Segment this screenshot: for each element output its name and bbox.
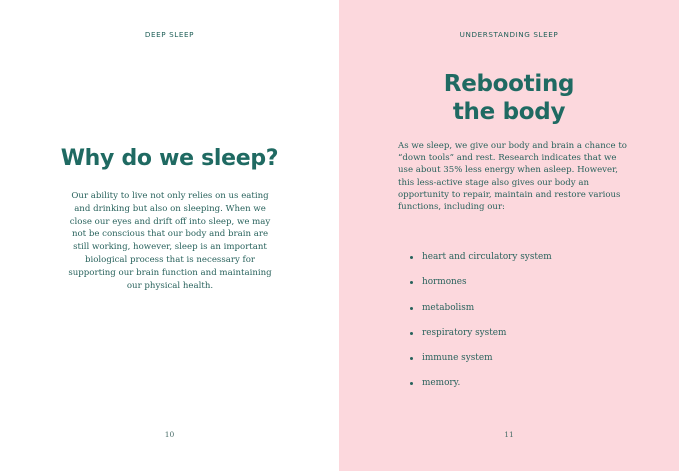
bullet-dot-icon xyxy=(410,382,413,385)
list-item-label: heart and circulatory system xyxy=(422,252,552,262)
list-item-label: metabolism xyxy=(422,302,475,313)
page-title-right xyxy=(339,70,679,126)
list-item-label: memory. xyxy=(422,378,461,389)
page-number-right: 11 xyxy=(504,430,514,439)
bullet-dot-icon xyxy=(410,307,413,310)
bullet-dot-icon xyxy=(410,357,413,360)
bullet-list xyxy=(410,251,552,403)
running-head-left: DEEP SLEEP xyxy=(144,30,195,39)
page-title-right-line-1: Rebooting xyxy=(443,71,575,97)
right-page xyxy=(339,0,679,471)
list-item-label: hormones xyxy=(422,277,467,288)
list-item xyxy=(410,276,552,301)
running-head-right: UNDERSTANDING SLEEP xyxy=(459,30,559,39)
list-item-label: respiratory system xyxy=(422,327,507,338)
page-title-right-line-2: the body xyxy=(452,99,566,125)
list-item xyxy=(410,377,552,402)
bullet-dot-icon xyxy=(410,332,413,335)
list-item xyxy=(410,352,552,377)
body-paragraph-right: As we sleep, we give our body and brain a chance to “down tools” and rest. Research indicates that we use about 35% less energy when asleep. However, this less-active stage also gives our body an opportunity to repair, maintain and restore various functions, including our: xyxy=(398,141,627,213)
body-paragraph-left: Our ability to live not only relies on us eating and drinking but also on sleeping. When we close our eyes and drift off into sleep, we may not be conscious that our body and brain are still working, however, sleep is an important biological process that is necessary for supporting our brain function and maintaining our physical health. xyxy=(68,191,272,291)
page-title-left: Why do we sleep? xyxy=(60,146,279,171)
list-item xyxy=(410,251,552,276)
page-number-left: 10 xyxy=(164,430,175,439)
bullet-dot-icon xyxy=(410,256,413,259)
bullet-dot-icon xyxy=(410,281,413,284)
left-page xyxy=(0,0,339,471)
list-item-label: immune system xyxy=(422,353,493,364)
list-item xyxy=(410,327,552,352)
list-item xyxy=(410,302,552,327)
